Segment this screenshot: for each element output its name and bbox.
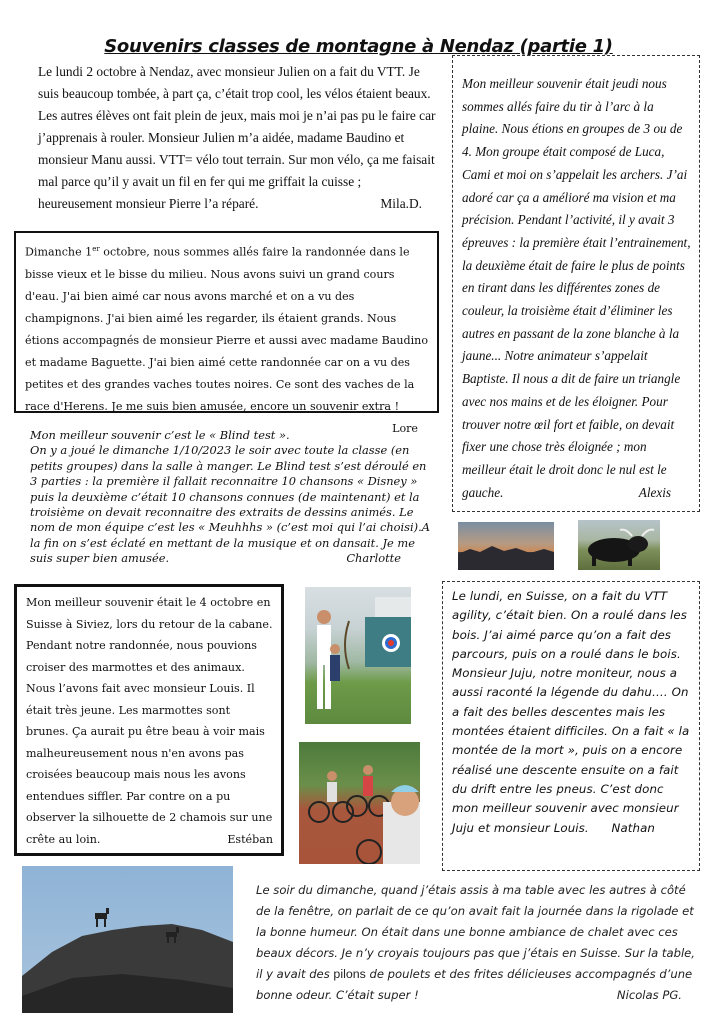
article-nathan-box (442, 581, 700, 871)
article-esteban-box (14, 584, 284, 856)
article-charlotte-text: On y a joué le dimanche 1/10/2023 le soir avec toute la classe (en petits groupes) dans la salle à manger. Le Blind test s’est déroulé en 3 parties : la première il fallait reconnaitre 10 chansons « Disney » puis la deuxième c’était 10 chansons connues (de maintenant) et la troisième on devait reconnaitre des extraits de dessins animés. Le nom de mon équipe c’est les « Meuhhhs » (c’est moi qui l’ai choisi).A la fin on s’est éclaté en mettant de la musique et on dansait. Je me suis super bien amusée. Charlotte (30, 443, 430, 566)
article-esteban-text: Mon meilleur souvenir était le 4 octobre en Suisse à Siviez, lors du retour de la cabane. Pendant notre randonnée, nous pouvions croiser des marmottes et des animaux. Nous l’avons fait avec monsieur Louis. Il était très jeune. Les marmottes sont brunes. Ça aurait pu être beau à voir mais malheureusement nous n'en avons pas croisées beaucoup mais nous les avons entendues siffler. Par contre on a pu observer la silhouette de 2 chamois sur une crête au loin. Estéban (26, 592, 275, 850)
author-mila: Mila.D. (380, 196, 422, 211)
bikes-icon (299, 742, 420, 864)
article-nicolas-text: Le soir du dimanche, quand j’étais assis à ma table avec les autres à côté de la fenêtre, on parlait de ce qu’on avait fait la journée dans la rigolade et la bonne humeur. On était dans une bonne ambiance de chalet avec ces beaux décors. Je n’y croyais toujours pas que j’étais en Suisse. Sur la table, il y avait des pilons de poulets et des frites délicieuses accompagnés d’une bonne odeur. C’était super ! Nicolas PG. (256, 880, 696, 1006)
highlight-word: pilons (333, 967, 366, 981)
author-esteban: Estéban (227, 832, 273, 846)
article-mila-text: Le lundi 2 octobre à Nendaz, avec monsieur Julien on a fait du VTT. Je suis beaucoup tombée, à part ça, c’était trop cool, les vélos étaient beaux. Les autres élèves ont fait plein de jeux, mais moi je n’ai pas pu le faire car j’apprenais à rouler. Monsieur Julien m’a aidée, madame Baudino et monsieur Manu aussi. VTT= vélo tout terrain. Sur mon vélo, ça me faisait mal parce qu’il y avait un fil en fer qui me griffait la cuisse ; heureusement monsieur Pierre l’a réparé. Mila.D. (38, 61, 438, 215)
photo-chamois (22, 866, 233, 1013)
page-title: Souvenirs classes de montagne à Nendaz (partie 1) (104, 36, 613, 57)
article-mila (38, 61, 438, 215)
photo-cow (578, 520, 660, 570)
archers-icon (305, 587, 411, 724)
mountain-silhouette-icon (458, 522, 554, 570)
article-alexis-text: Mon meilleur souvenir était jeudi nous sommes allés faire du tir à l’arc à la plaine. Nous étions en groupes de 3 ou de 4. Mon groupe était composé de Luca, Cami et moi on s’appelait les archers. J’ai adoré car ça a amélioré ma vision et ma précision. Pendant l’activité, il y avait 3 épreuves : la première était l’entrainement, la deuxième était de faire le plus de points en tirant dans les différentes zones de couleur, la troisième était d’éliminer les autres en passant de la zone blanche à la jaune... Notre animateur s’appelait Baptiste. Il nous a dit de faire un triangle avec nos mains et de les éloigner. Pour trouver notre œil fort et faible, on devait fixer une chose très éloignée ; mon meilleur était le droit donc le nul est le gauche. Alexis (462, 73, 691, 504)
author-charlotte: Charlotte (346, 551, 401, 566)
photo-archery (305, 587, 411, 724)
author-lore: Lore (392, 421, 418, 435)
photo-bikes (299, 742, 420, 864)
article-nicolas (256, 880, 696, 1006)
article-alexis-box (452, 55, 700, 512)
photo-sunset (458, 522, 554, 570)
chamois-ridge-icon (22, 866, 233, 1013)
article-charlotte (30, 428, 435, 567)
article-nathan-text: Le lundi, en Suisse, on a fait du VTT agility, c’était bien. On a roulé dans les bois. J’ai aimé parce qu’on a fait des parcours, puis on a roulé dans le bois. Monsieur Juju, notre moniteur, nous a aussi raconté la légende du dahu…. On a fait des belles descentes mais les montées étaient difficiles. On a fait « la montée de la mort », puis on a encore réalisé une descente ensuite on a fait du drift entre les pneus. C’est donc mon meilleur souvenir avec monsieur Juju et monsieur Louis. Nathan (452, 587, 691, 838)
author-alexis: Alexis (638, 484, 671, 500)
cow-icon (578, 520, 660, 570)
article-charlotte-line1: Mon meilleur souvenir c’est le « Blind test ». (30, 428, 290, 442)
author-nathan: Nathan (611, 820, 655, 835)
article-lore-text: Dimanche 1er octobre, nous sommes allés faire la randonnée dans le bisse vieux et le bisse du milieu. Nous avons suivi un grand cours d'eau. J'ai bien aimé car nous avons marché et on a vu des champignons. J'ai bien aimé les regarder, ils étaient grands. Nous étions accompagnés de monsieur Pierre et aussi avec madame Baudino et madame Baguette. J'ai bien aimé cette randonnée car on a vu des petites et des grandes vaches toutes noires. Ce sont des vaches de la race d'Herens. Je me suis bien amusée, encore un souvenir extra ! Lore (25, 238, 428, 418)
author-nicolas: Nicolas PG. (616, 988, 682, 1002)
